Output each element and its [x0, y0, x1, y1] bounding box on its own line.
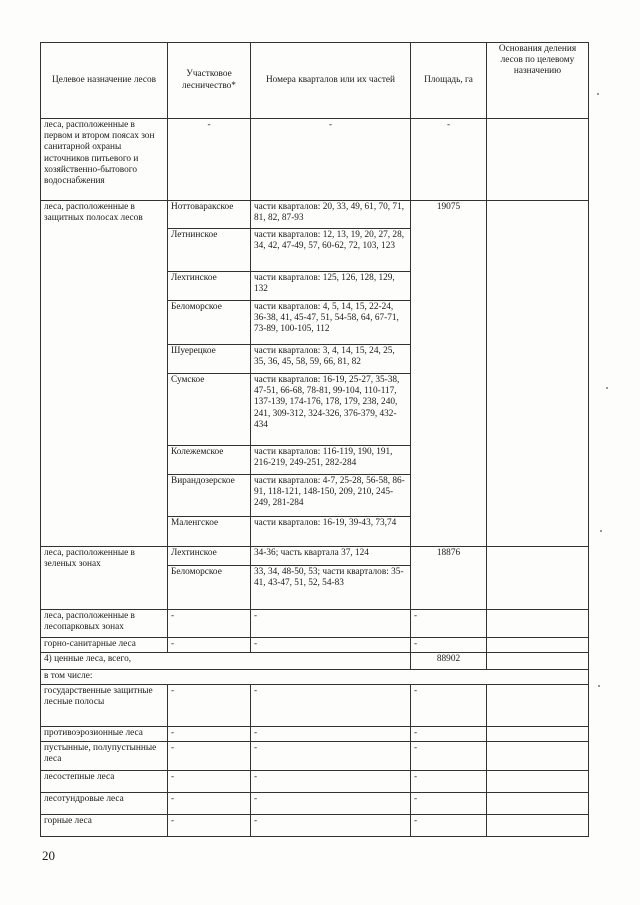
water-zone-quarters: -	[251, 119, 411, 201]
quarters-cell: части кварталов: 125, 126, 128, 129, 132	[251, 272, 411, 301]
valuable-label: 4) ценные леса, всего,	[41, 653, 411, 670]
protective-strips-basis	[487, 201, 589, 547]
sub-row-basis	[487, 771, 589, 793]
sub-row-label: пустынные, полупустынные леса	[41, 742, 168, 771]
sub-row-basis	[487, 742, 589, 771]
scan-speck	[598, 685, 600, 687]
quarters-cell: 33, 34, 48-50, 53; части кварталов: 35-41, 43-47, 51, 52, 54-83	[251, 566, 411, 610]
mountain-sanitary-quarters: -	[251, 638, 411, 653]
mountain-sanitary-area: -	[411, 638, 487, 653]
sub-row-quarters: -	[251, 742, 411, 771]
district-cell: Маленгское	[168, 517, 251, 547]
quarters-cell: части кварталов: 12, 13, 19, 20, 27, 28, 34, 42, 47-49, 57, 60-62, 72, 103, 123	[251, 229, 411, 272]
forest-park-area: -	[411, 610, 487, 638]
quarters-cell: части кварталов: 4-7, 25-28, 56-58, 86-91, 118-121, 148-150, 209, 210, 245-249, 281-284	[251, 475, 411, 517]
sub-row-district: -	[168, 685, 251, 727]
header-purpose: Целевое назначение лесов	[41, 43, 168, 119]
sub-row-quarters: -	[251, 815, 411, 837]
sub-row-district: -	[168, 793, 251, 815]
scan-speck	[600, 530, 602, 532]
quarters-cell: части кварталов: 16-19, 39-43, 73,74	[251, 517, 411, 547]
water-zone-label: леса, расположенные в первом и втором поясах зон санитарной охраны источников питьевого и хозяйственно-бытового водоснабжения	[41, 119, 168, 201]
water-zone-row	[41, 119, 589, 201]
table-row	[41, 727, 589, 742]
including-row	[41, 670, 589, 685]
district-cell: Шуерецкое	[168, 345, 251, 374]
protective-strips-area: 19075	[411, 201, 487, 547]
header-basis: Основания деления лесов по целевому назначению	[487, 43, 589, 119]
district-cell: Вирандозерское	[168, 475, 251, 517]
sub-row-area: -	[411, 742, 487, 771]
sub-row-area: -	[411, 815, 487, 837]
sub-row-basis	[487, 685, 589, 727]
table-row	[41, 793, 589, 815]
sub-row-area: -	[411, 685, 487, 727]
including-label: в том числе:	[41, 670, 589, 685]
quarters-cell: части кварталов: 3, 4, 14, 15, 24, 25, 35, 36, 45, 58, 59, 66, 81, 82	[251, 345, 411, 374]
quarters-cell: 34-36; часть квартала 37, 124	[251, 547, 411, 566]
water-zone-basis	[487, 119, 589, 201]
district-cell: Колежемское	[168, 446, 251, 475]
protective-strips-label: леса, расположенные в защитных полосах лесов	[41, 201, 168, 547]
sub-row-quarters: -	[251, 793, 411, 815]
valuable-basis	[487, 653, 589, 670]
forest-park-quarters: -	[251, 610, 411, 638]
quarters-cell: части кварталов: 16-19, 25-27, 35-38, 47-51, 66-68, 78-81, 99-104, 110-117, 137-139, 174-176, 178, 179, 238, 240, 241, 309-312, 324-326, 376-379, 432-434	[251, 374, 411, 446]
water-zone-district: -	[168, 119, 251, 201]
mountain-sanitary-label: горно-санитарные леса	[41, 638, 168, 653]
forest-park-district: -	[168, 610, 251, 638]
sub-row-district: -	[168, 727, 251, 742]
valuable-area: 88902	[411, 653, 487, 670]
table-row	[41, 547, 589, 566]
green-zones-area: 18876	[411, 547, 487, 610]
table-row	[41, 771, 589, 793]
quarters-cell: части кварталов: 4, 5, 14, 15, 22-24, 36-38, 41, 45-47, 51, 54-58, 64, 67-71, 73-89, 100-105, 112	[251, 301, 411, 345]
green-zones-label: леса, расположенные в зеленых зонах	[41, 547, 168, 610]
sub-row-area: -	[411, 727, 487, 742]
quarters-cell: части кварталов: 20, 33, 49, 61, 70, 71, 81, 82, 87-93	[251, 201, 411, 229]
forest-purpose-table	[40, 42, 589, 837]
table-row	[41, 685, 589, 727]
scan-speck	[606, 387, 608, 389]
sub-row-label: противоэрозионные леса	[41, 727, 168, 742]
table-header-row	[41, 43, 589, 119]
sub-row-basis	[487, 793, 589, 815]
sub-row-label: лесотундровые леса	[41, 793, 168, 815]
sub-row-quarters: -	[251, 685, 411, 727]
district-cell: Беломорское	[168, 566, 251, 610]
mountain-sanitary-row	[41, 638, 589, 653]
sub-row-district: -	[168, 815, 251, 837]
valuable-row	[41, 653, 589, 670]
table-row	[41, 742, 589, 771]
sub-row-quarters: -	[251, 771, 411, 793]
mountain-sanitary-basis	[487, 638, 589, 653]
page-number: 20	[42, 848, 55, 863]
water-zone-area: -	[411, 119, 487, 201]
district-cell: Ноттоваракское	[168, 201, 251, 229]
sub-row-basis	[487, 727, 589, 742]
sub-row-label: горные леса	[41, 815, 168, 837]
quarters-cell: части кварталов: 116-119, 190, 191, 216-219, 249-251, 282-284	[251, 446, 411, 475]
sub-row-area: -	[411, 793, 487, 815]
header-quarters: Номера кварталов или их частей	[251, 43, 411, 119]
forest-park-label: леса, расположенные в лесопарковых зонах	[41, 610, 168, 638]
forest-park-row	[41, 610, 589, 638]
header-area: Площадь, га	[411, 43, 487, 119]
sub-row-label: государственные защитные лесные полосы	[41, 685, 168, 727]
scan-speck	[597, 93, 599, 95]
table-row	[41, 815, 589, 837]
header-district: Участковое лесничество*	[168, 43, 251, 119]
table-row	[41, 201, 589, 229]
sub-row-area: -	[411, 771, 487, 793]
district-cell: Летнинское	[168, 229, 251, 272]
district-cell: Беломорское	[168, 301, 251, 345]
sub-row-quarters: -	[251, 727, 411, 742]
mountain-sanitary-district: -	[168, 638, 251, 653]
district-cell: Лехтинское	[168, 272, 251, 301]
sub-row-label: лесостепные леса	[41, 771, 168, 793]
district-cell: Сумское	[168, 374, 251, 446]
sub-row-district: -	[168, 742, 251, 771]
sub-row-basis	[487, 815, 589, 837]
forest-park-basis	[487, 610, 589, 638]
green-zones-basis	[487, 547, 589, 610]
sub-row-district: -	[168, 771, 251, 793]
district-cell: Лехтинское	[168, 547, 251, 566]
